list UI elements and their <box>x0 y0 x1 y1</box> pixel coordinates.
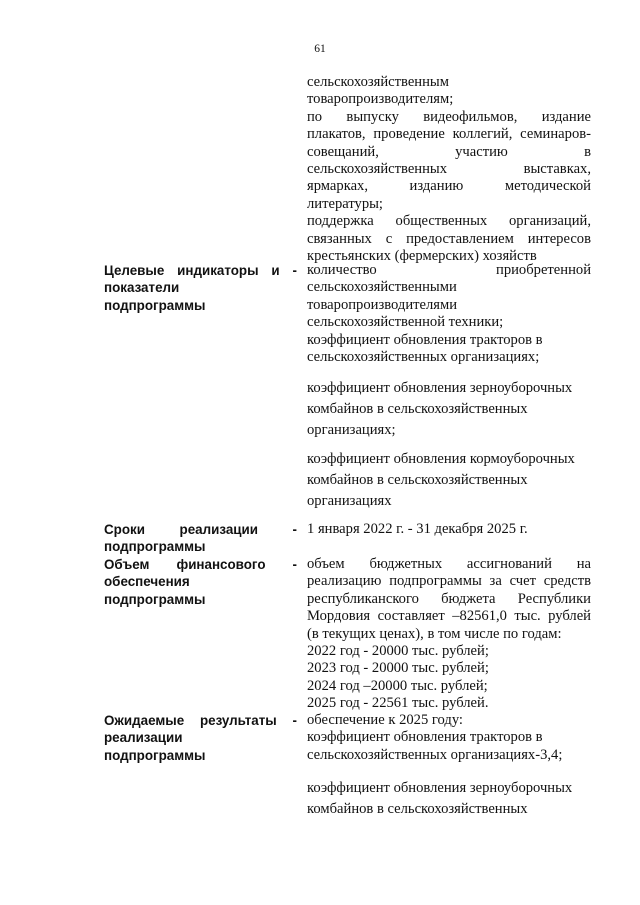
indicators-value <box>307 262 591 366</box>
text-line: комбайнов в сельскохозяйственных <box>307 472 528 488</box>
text-line: товаропроизводителями <box>307 296 458 313</box>
label-line: Ожидаемые результаты - <box>104 713 297 728</box>
text-line: крестьянских (фермерских) хозяйств <box>307 248 537 265</box>
text-line: обеспечение к 2025 году: <box>307 712 463 728</box>
top-block <box>307 74 591 265</box>
indicators-grain <box>307 378 591 441</box>
text-line: сельскохозяйственных организациях; <box>307 349 540 366</box>
indicators-forage <box>307 449 591 512</box>
text-line: коэффициент обновления зерноуборочных <box>307 780 573 796</box>
label-line: подпрограммы <box>104 539 206 555</box>
text-line: комбайнов в сельскохозяйственных <box>307 401 528 417</box>
text-line: сельскохозяйственных выставках, <box>307 161 591 178</box>
results-value <box>307 712 591 764</box>
results-grain <box>307 778 591 820</box>
text-line: Мордовия составляет –82561,0 тыс. рублей <box>307 608 591 625</box>
text-line: объем бюджетных ассигнований на <box>307 556 591 572</box>
text-line: ярмарках, изданию методической <box>307 178 591 195</box>
text-line: 2025 год - 22561 тыс. рублей. <box>307 695 489 712</box>
text-line: плакатов, проведение коллегий, семинаров- <box>307 126 591 143</box>
text-line: реализацию подпрограммы за счет средств <box>307 573 591 590</box>
label-line: показатели <box>104 280 180 296</box>
label-line: реализации <box>104 730 183 746</box>
text-line: республиканского бюджета Республики <box>307 590 591 607</box>
text-line: количество приобретенной <box>307 262 591 278</box>
text-line: 2023 год - 20000 тыс. рублей; <box>307 660 489 677</box>
text-line: литературы; <box>307 195 383 212</box>
results-label <box>104 712 297 764</box>
funding-value <box>307 556 591 713</box>
text-line: по выпуску видеофильмов, издание <box>307 108 591 125</box>
text-line: поддержка общественных организаций, <box>307 213 591 230</box>
text-line: коэффициент обновления тракторов в <box>307 331 543 348</box>
text-line: организациях <box>307 493 392 509</box>
label-line: подпрограммы <box>104 747 206 763</box>
label-line: Объем финансового - <box>104 557 297 572</box>
terms-label <box>104 521 297 556</box>
text-line: сельскохозяйственной техники; <box>307 314 504 331</box>
text-line: товаропроизводителям; <box>307 91 454 108</box>
label-line: обеспечения <box>104 574 190 590</box>
label-line: подпрограммы <box>104 297 206 313</box>
text-line: коэффициент обновления зерноуборочных <box>307 380 573 396</box>
text-line: организациях; <box>307 422 396 438</box>
label-line: Целевые индикаторы и - <box>104 263 297 278</box>
text-line: связанных с предоставлением интересов <box>307 230 591 247</box>
terms-value <box>307 521 591 538</box>
text-line: комбайнов в сельскохозяйственных <box>307 801 528 817</box>
text-line: коэффициент обновления тракторов в <box>307 729 543 746</box>
label-line: Сроки реализации - <box>104 522 297 537</box>
page-number: 61 <box>314 43 326 55</box>
text-line: сельскохозяйственными <box>307 279 457 296</box>
text-line: коэффициент обновления кормоуборочных <box>307 451 575 467</box>
text-line: 2024 год –20000 тыс. рублей; <box>307 677 488 694</box>
text-line: 1 января 2022 г. - 31 декабря 2025 г. <box>307 521 528 537</box>
indicators-label <box>104 262 297 314</box>
text-line: сельскохозяйственным <box>307 74 449 90</box>
text-line: 2022 год - 20000 тыс. рублей; <box>307 643 489 660</box>
text-line: (в текущих ценах), в том числе по годам: <box>307 625 562 642</box>
label-line: подпрограммы <box>104 591 206 607</box>
text-line: совещаний, участию в <box>307 143 591 160</box>
text-line: сельскохозяйственных организациях-3,4; <box>307 746 563 763</box>
funding-label <box>104 556 297 608</box>
